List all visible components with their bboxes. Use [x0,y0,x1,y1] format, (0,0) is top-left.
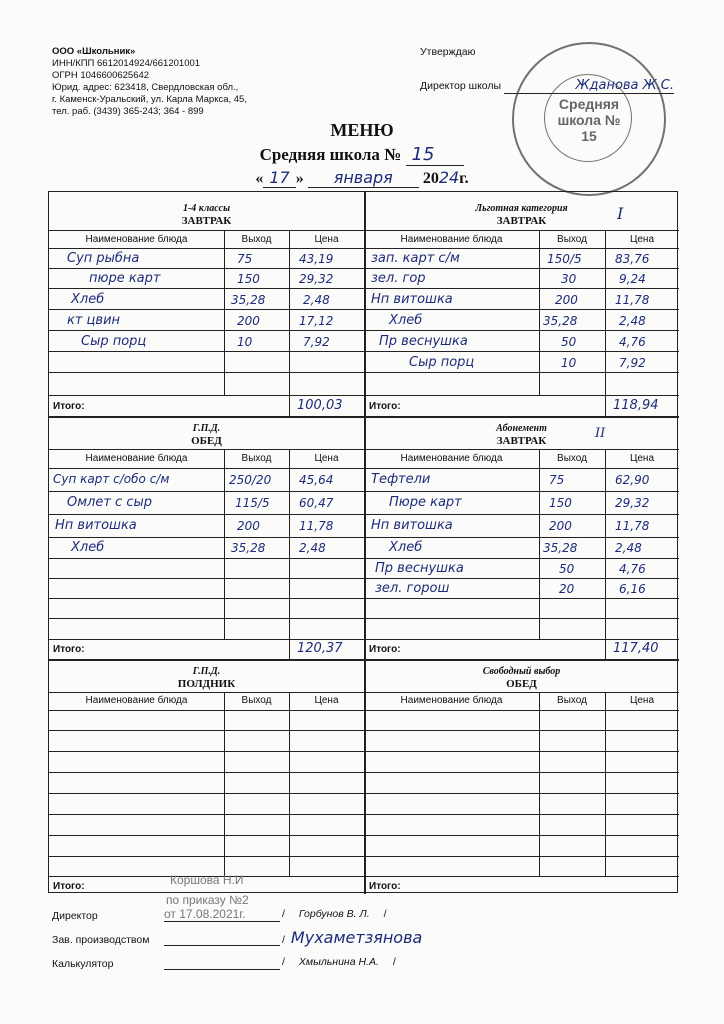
col-dish-header: Наименование блюда [400,453,503,464]
table-row-output: 150 [549,496,572,510]
date-year-unit: г. [459,170,469,187]
table-row-price: 2,48 [303,293,330,307]
table-row-price: 9,24 [619,272,646,286]
date-month: января [308,168,419,188]
table-row-price: 45,64 [299,473,334,487]
section-4-header [364,423,679,447]
table-row-dish: Тефтели [371,472,431,487]
section-5-header [49,666,364,690]
col-price-header: Цена [314,234,339,245]
total-label: Итого: [369,881,401,892]
table-row-dish: Нп витошка [55,518,137,533]
faint-note-1: Коршова Н.И [170,873,244,887]
org-address-2: г. Каменск-Уральский, ул. Карла Маркса, 45, [52,94,247,105]
section-2-total: 118,94 [613,398,659,413]
org-ogrn: ОГРН 1046600625642 [52,70,150,81]
table-row-output: 200 [237,314,260,328]
org-name: ООО «Школьник» [52,46,136,57]
col-output-header: Выход [241,695,272,706]
table-row-dish: зел. гор [371,271,426,286]
total-label: Итого: [53,881,85,892]
total-label: Итого: [53,644,85,655]
table-row-output: 115/5 [235,496,270,510]
table-row-price: 2,48 [615,541,642,555]
section-2-header [364,203,679,227]
table-row-dish: Хлеб [389,540,423,555]
table-row-price: 2,48 [619,314,646,328]
col-dish-header: Наименование блюда [400,234,503,245]
footer-calc-name: Хмыльнина Н.А. [298,956,379,968]
table-row-dish: Пр веснушка [379,334,468,349]
stamp-center-text: Средняя школа № 15 [557,96,621,144]
section-4-mark: II [595,426,606,441]
section-2-meal: ЗАВТРАК [496,215,547,227]
section-1-total: 100,03 [297,398,343,413]
school-line [0,144,724,165]
col-price-header: Цена [629,695,655,706]
table-row-price: 7,92 [303,335,330,349]
table-row-output: 35,28 [543,314,578,328]
table-row-dish: пюре карт [89,271,161,286]
org-address-1: Юрид. адрес: 623418, Свердловская обл., [52,82,239,93]
organization-block [52,46,247,118]
table-row-price: 62,90 [615,473,650,487]
total-label: Итого: [369,401,401,412]
table-row-dish: Нп витошка [371,292,453,307]
approval-director-name: Жданова Ж.С. [504,78,674,94]
section-1-meal: ЗАВТРАК [181,215,232,227]
section-3-total: 120,37 [297,641,343,656]
table-row-output: 200 [237,519,260,533]
table-row-price: 11,78 [615,519,650,533]
table-row-dish: Хлеб [389,313,423,328]
approval-label: Утверждаю [420,46,476,58]
table-row-price: 4,76 [619,335,646,349]
col-price-header: Цена [314,453,339,464]
section-4-total: 117,40 [613,641,659,656]
table-row-dish: Пр веснушка [375,561,464,576]
director-signature-line [164,921,280,922]
org-inn: ИНН/КПП 6612014924/661201001 [52,58,201,69]
col-price-header: Цена [629,453,655,464]
table-row-dish: зел. горош [375,581,450,596]
footer-production-name: Мухаметзянова [290,928,423,947]
school-prefix: Средняя школа № [259,145,402,164]
table-row-output: 50 [561,335,577,349]
section-6-header [364,666,679,690]
table-row-output: 10 [561,356,577,370]
table-row-output: 10 [237,335,253,349]
footer-production-name-wrap: / Мухаметзянова [282,928,428,947]
col-dish-header: Наименование блюда [400,695,503,706]
table-row-output: 150/5 [547,252,582,266]
footer-calc-label: Калькулятор [52,958,114,970]
table-row-dish: Хлеб [71,540,105,555]
table-row-dish: Суп карт с/обо с/м [53,472,170,486]
table-row-output: 200 [549,519,572,533]
table-row-output: 35,28 [231,293,266,307]
section-3-category: Г.П.Д. [192,423,221,434]
table-row-dish: Сыр порц [409,355,475,370]
col-output-header: Выход [241,453,272,464]
table-row-dish: Хлеб [71,292,105,307]
footer-production-label: Зав. производством [52,934,150,946]
col-price-header: Цена [629,234,655,245]
col-output-header: Выход [557,453,587,464]
school-number: 15 [406,144,465,166]
table-row-price: 43,19 [299,252,334,266]
table-row-dish: Нп витошка [371,518,453,533]
table-row-output: 75 [237,252,253,266]
col-dish-header: Наименование блюда [85,453,188,464]
table-row-output: 35,28 [543,541,578,555]
date-year-suffix: 24 [438,168,460,187]
section-6-category: Свободный выбор [482,666,561,677]
table-row-price: 83,76 [615,252,650,266]
section-3-header [49,423,364,447]
table-row-price: 29,32 [299,272,334,286]
footer-director-name-wrap: / Горбунов В. Л. / [282,908,387,920]
table-row-price: 6,16 [619,582,646,596]
table-row-output: 30 [561,272,577,286]
menu-table [48,191,678,893]
table-row-output: 75 [549,473,565,487]
table-row-output: 50 [559,562,575,576]
footer-calc-name-wrap: / Хмыльнина Н.А. / [282,956,396,968]
col-dish-header: Наименование блюда [85,695,188,706]
table-row-dish: зап. карт с/м [371,251,460,266]
table-row-output: 250/20 [229,473,272,487]
faint-note-3: от 17.08.2021г. [164,907,246,921]
footer-director-name: Горбунов В. Л. [298,908,370,920]
footer-director-label: Директор [52,910,98,922]
section-1-category: 1-4 классы [182,203,231,214]
table-row-price: 11,78 [299,519,334,533]
table-row-price: 4,76 [619,562,646,576]
table-row-output: 20 [559,582,575,596]
calc-signature-line [164,969,280,970]
col-output-header: Выход [557,234,587,245]
org-phone: тел. раб. (3439) 365-243; 364 - 899 [52,106,204,117]
section-2-category: Льготная категория [475,203,568,214]
table-row-price: 11,78 [615,293,650,307]
table-row-dish: Пюре карт [389,495,462,510]
table-row-price: 29,32 [615,496,650,510]
table-row-dish: Суп рыбна [67,251,140,266]
faint-note-2: по приказу №2 [166,893,249,907]
approval-director-label: Директор школы [420,80,502,92]
table-row-dish: Омлет с сыр [67,495,152,510]
section-3-meal: ОБЕД [191,435,222,447]
section-6-meal: ОБЕД [506,678,537,690]
total-label: Итого: [369,644,401,655]
section-5-meal: ПОЛДНИК [177,678,236,690]
section-2-mark: I [617,204,624,223]
col-output-header: Выход [557,695,587,706]
table-row-price: 60,47 [299,496,334,510]
table-row-price: 2,48 [299,541,326,555]
section-4-meal: ЗАВТРАК [496,435,547,447]
section-5-category: Г.П.Д. [192,666,221,677]
date-line: « 17 » января 2024г. [255,168,469,187]
col-output-header: Выход [241,234,272,245]
table-row-dish: Сыр порц [81,334,147,349]
date-day: 17 [263,168,295,188]
table-row-price: 17,12 [299,314,334,328]
date-year-prefix: 20 [422,170,439,187]
table-row-dish: кт цвин [67,313,121,328]
page-title: МЕНЮ [330,120,394,140]
section-1-header [49,203,364,227]
col-dish-header: Наименование блюда [85,234,188,245]
production-signature-line [164,945,280,946]
table-row-output: 35,28 [231,541,266,555]
table-row-output: 150 [237,272,260,286]
col-price-header: Цена [314,695,339,706]
table-row-price: 7,92 [619,356,646,370]
total-label: Итого: [53,401,85,412]
table-row-output: 200 [555,293,578,307]
section-4-category: Абонемент [496,423,547,434]
